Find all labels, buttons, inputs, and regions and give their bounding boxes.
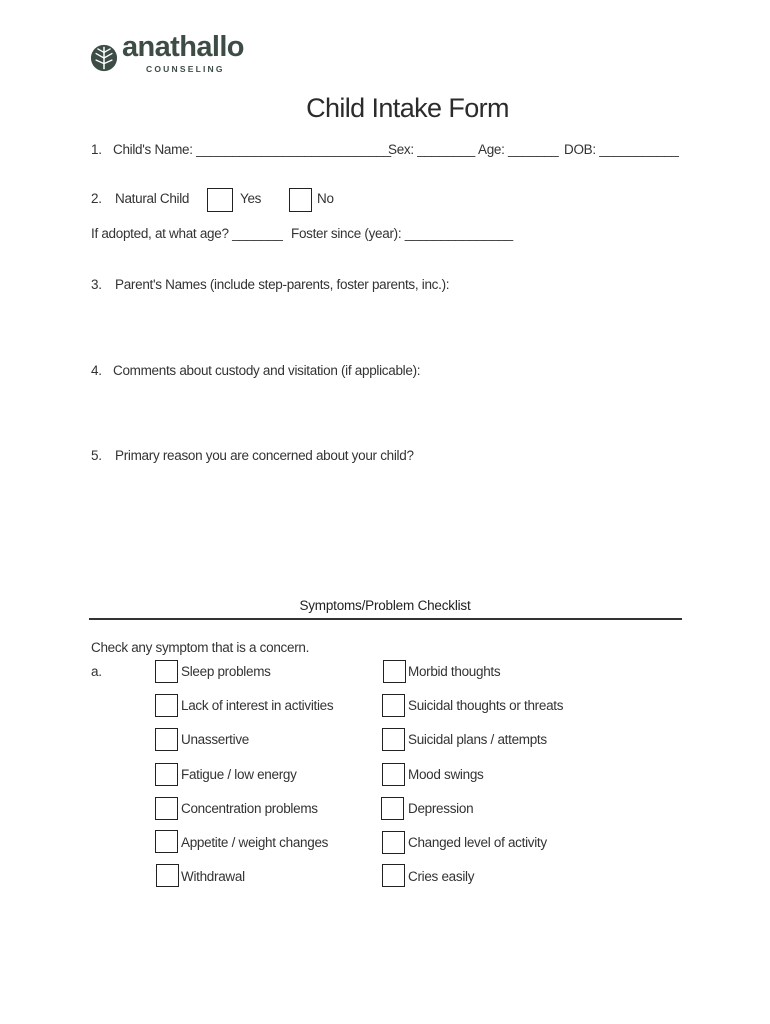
symptom-checkbox[interactable] xyxy=(381,797,404,820)
no-label: No xyxy=(317,191,334,206)
symptom-label: Lack of interest in activities xyxy=(181,698,334,713)
symptom-checkbox[interactable] xyxy=(156,864,179,887)
symptom-label: Suicidal plans / attempts xyxy=(408,732,547,747)
symptom-label: Depression xyxy=(408,801,474,816)
checklist-instruction: Check any symptom that is a concern. xyxy=(91,640,310,655)
symptom-checkbox[interactable] xyxy=(382,831,405,854)
sex-field[interactable]: Sex: ________ xyxy=(388,142,475,157)
symptom-checkbox[interactable] xyxy=(155,728,178,751)
symptom-checkbox[interactable] xyxy=(155,694,178,717)
primary-reason-label: Primary reason you are concerned about your child? xyxy=(115,448,414,463)
custody-comments-label: Comments about custody and visitation (if applicable): xyxy=(113,363,421,378)
symptom-checkbox[interactable] xyxy=(382,728,405,751)
checklist-heading: Symptoms/Problem Checklist xyxy=(299,598,471,613)
symptom-checkbox[interactable] xyxy=(382,763,405,786)
symptom-label: Sleep problems xyxy=(181,664,271,679)
yes-label: Yes xyxy=(240,191,262,206)
symptom-checkbox[interactable] xyxy=(155,763,178,786)
q2-number: 2. xyxy=(91,191,102,206)
symptom-label: Changed level of activity xyxy=(408,835,547,850)
q4-number: 4. xyxy=(91,363,102,378)
symptom-label: Appetite / weight changes xyxy=(181,835,329,850)
natural-child-label: Natural Child xyxy=(115,191,190,206)
dob-field[interactable]: DOB: ___________ xyxy=(564,142,679,157)
page-title: Child Intake Form xyxy=(306,93,509,123)
adopted-age-field[interactable]: If adopted, at what age? _______ xyxy=(91,226,283,241)
symptom-label: Withdrawal xyxy=(181,869,245,884)
symptom-checkbox[interactable] xyxy=(383,660,406,683)
symptom-label: Cries easily xyxy=(408,869,475,884)
q5-number: 5. xyxy=(91,448,102,463)
q3-number: 3. xyxy=(91,277,102,292)
section-divider xyxy=(89,618,682,620)
natural-child-no-checkbox[interactable] xyxy=(289,188,312,212)
symptom-label: Fatigue / low energy xyxy=(181,767,297,782)
symptom-label: Unassertive xyxy=(181,732,249,747)
brand-subtitle: COUNSELING xyxy=(146,64,225,74)
symptom-label: Suicidal thoughts or threats xyxy=(408,698,564,713)
age-field[interactable]: Age: _______ xyxy=(478,142,559,157)
symptom-checkbox[interactable] xyxy=(382,694,405,717)
symptom-checkbox[interactable] xyxy=(155,797,178,820)
natural-child-yes-checkbox[interactable] xyxy=(207,188,233,212)
parent-names-label: Parent's Names (include step-parents, foster parents, inc.): xyxy=(115,277,450,292)
symptom-checkbox[interactable] xyxy=(155,660,178,683)
symptom-label: Morbid thoughts xyxy=(408,664,501,679)
foster-since-field[interactable]: Foster since (year): _______________ xyxy=(291,226,513,241)
symptom-label: Mood swings xyxy=(408,767,484,782)
brand-name: anathallo xyxy=(122,31,244,63)
checklist-marker: a. xyxy=(91,664,102,679)
q1-number: 1. xyxy=(91,142,102,157)
child-name-field[interactable]: Child's Name: ___________________________ xyxy=(113,142,391,157)
logo-leaf-icon xyxy=(90,38,118,78)
symptom-checkbox[interactable] xyxy=(382,864,405,887)
symptom-checkbox[interactable] xyxy=(155,830,178,853)
symptom-label: Concentration problems xyxy=(181,801,318,816)
